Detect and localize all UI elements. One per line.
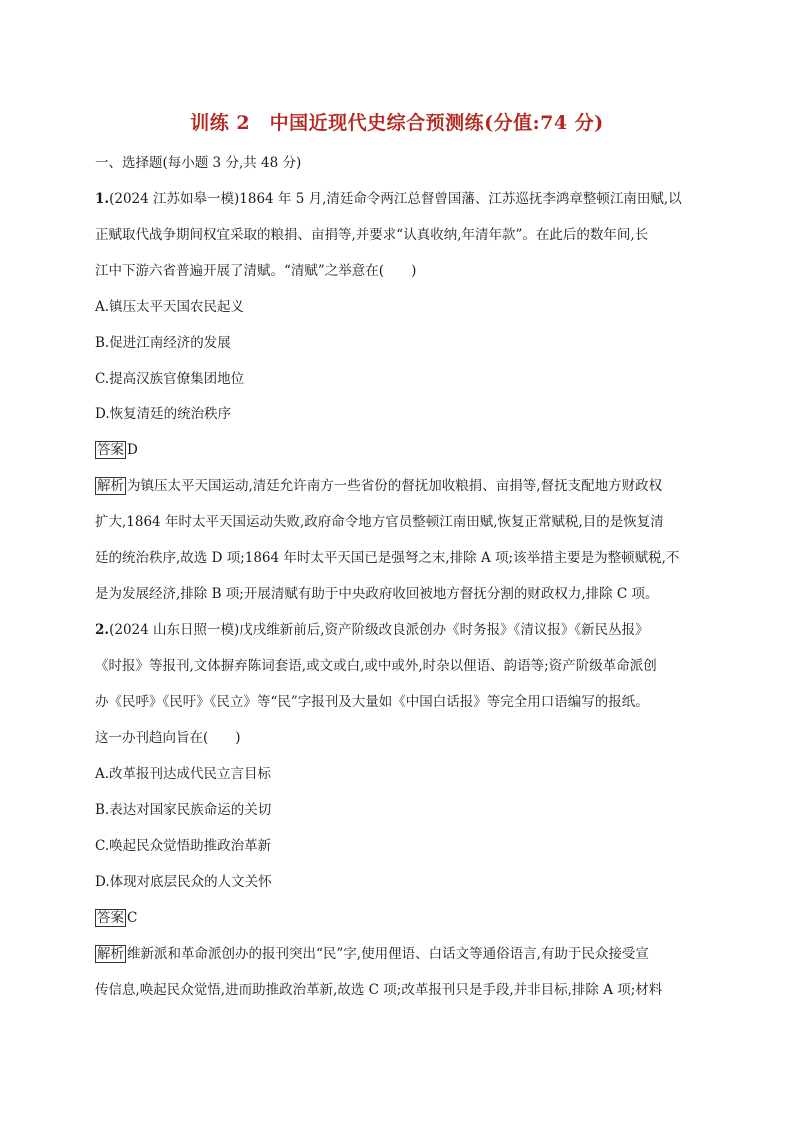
q1-analysis-line-2: 扩大,1864 年时太平天国运动失败,政府命令地方官员整顿江南田赋,恢复正常赋税,目的是恢复清 xyxy=(95,514,664,530)
q1-stem-line-2: 正赋取代战争期间权宜采取的粮捐、亩捐等,并要求“认真收纳,年清年款”。在此后的数年间,长 xyxy=(95,227,649,243)
q2-number: 2. xyxy=(95,622,110,638)
q2-stem-line-2: 《时报》等报刊,文体摒弃陈词套语,或文或白,或中或外,时杂以俚语、韵语等;资产阶级革命派创 xyxy=(95,658,657,674)
analysis-tag: 解析 xyxy=(97,946,124,962)
q2-analysis-line-2: 传信息,唤起民众觉悟,进而助推政治革新,故选 C 项;改革报刊只是手段,并非目标,排除 A 项;材料 xyxy=(95,982,663,998)
q2-stem-text-1: (2024 山东日照一模)戊戌维新前后,资产阶级改良派创办《时务报》《清议报》《新民丛报》 xyxy=(109,622,649,638)
q1-option-d: D.恢复清廷的统治秩序 xyxy=(95,406,232,422)
q2-stem-line-3: 办《民呼》《民吁》《民立》等“民”字报刊及大量如《中国白话报》等完全用口语编写的报纸。 xyxy=(95,694,649,710)
page-title: 训练 2 中国近现代史综合预测练(分值:74 分) xyxy=(190,112,604,134)
section-heading: 一、选择题(每小题 3 分,共 48 分) xyxy=(95,155,302,171)
q1-analysis-line-1 xyxy=(95,477,662,495)
q1-option-a: A.镇压太平天国农民起义 xyxy=(95,299,245,315)
q1-number: 1. xyxy=(95,191,110,207)
q2-analysis-line-1 xyxy=(95,945,649,963)
q2-option-c: C.唤起民众觉悟助推政治革新 xyxy=(95,838,272,854)
q2-answer xyxy=(95,909,137,927)
q1-answer xyxy=(95,441,138,459)
q1-option-c: C.提高汉族官僚集团地位 xyxy=(95,371,245,387)
q2-answer-value: C xyxy=(127,910,138,926)
answer-tag: 答案 xyxy=(97,442,124,458)
q1-analysis-line-3: 廷的统治秩序,故选 D 项;1864 年时太平天国已是强弩之末,排除 A 项;该举措主要是为整顿赋税,不 xyxy=(95,550,680,566)
q1-stem-text-1: (2024 江苏如皋一模)1864 年 5 月,清廷命令两江总督曾国藩、江苏巡抚李鸿章整顿江南田赋,以 xyxy=(109,191,682,207)
q2-option-b: B.表达对国家民族命运的关切 xyxy=(95,802,272,818)
q1-analysis-line-4: 是为发展经济,排除 B 项;开展清赋有助于中央政府收回被地方督抚分割的财政权力,排除 C 项。 xyxy=(95,586,659,602)
q2-stem-line-4: 这一办刊趋向旨在( ) xyxy=(95,730,241,746)
analysis-tag: 解析 xyxy=(97,478,124,494)
q1-option-b: B.促进江南经济的发展 xyxy=(95,335,231,351)
q1-answer-value: D xyxy=(127,442,138,458)
answer-tag: 答案 xyxy=(97,910,124,926)
q2-option-d: D.体现对底层民众的人文关怀 xyxy=(95,874,272,890)
q2-stem-line-1 xyxy=(95,621,649,639)
q1-analysis-text-1: 为镇压太平天国运动,清廷允许南方一些省份的督抚加收粮捐、亩捐等,督抚支配地方财政权 xyxy=(127,478,663,494)
q1-stem-line-3: 江中下游六省普遍开展了清赋。“清赋”之举意在( ) xyxy=(95,263,417,279)
q2-option-a: A.改革报刊达成代民立言目标 xyxy=(95,766,272,782)
q1-stem-line-1 xyxy=(95,190,682,208)
q2-analysis-text-1: 维新派和革命派创办的报刊突出“民”字,使用俚语、白话文等通俗语言,有助于民众接受宣 xyxy=(127,946,649,962)
